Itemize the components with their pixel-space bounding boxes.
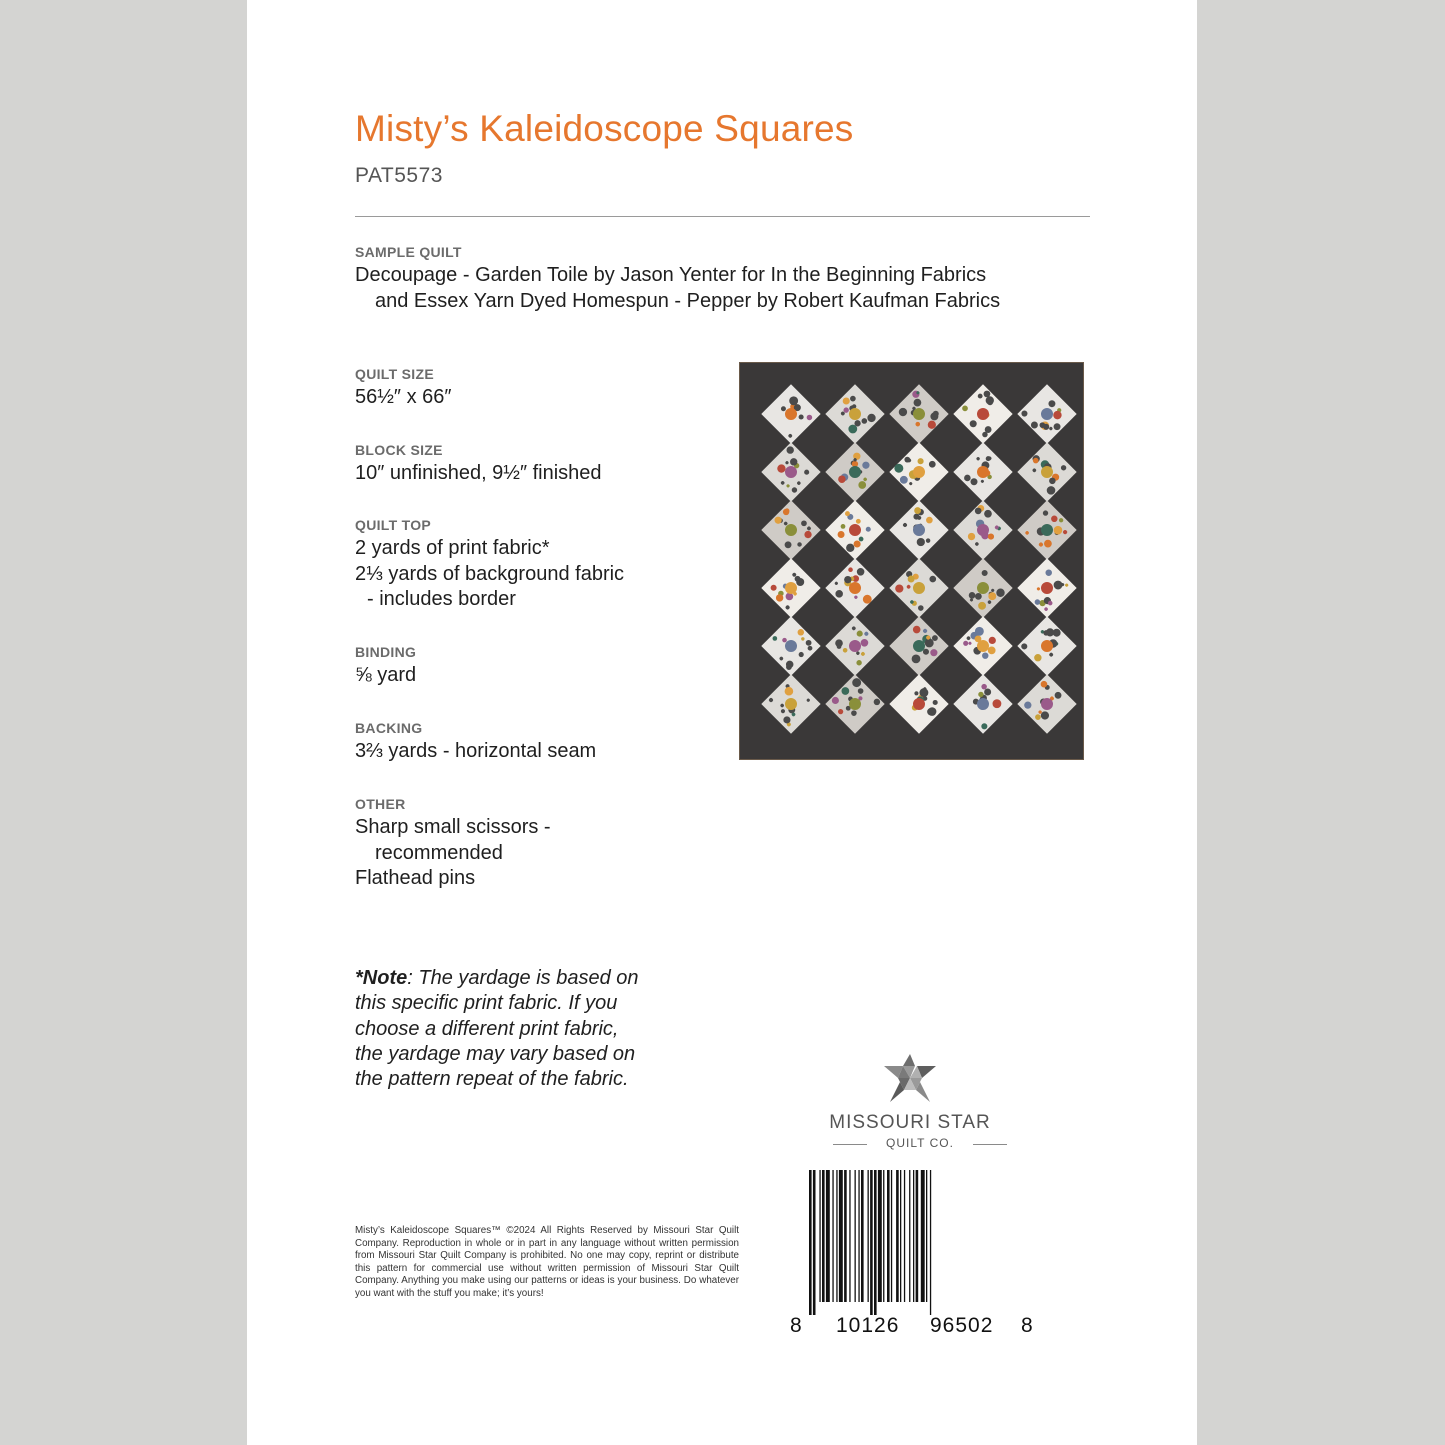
quilt-block	[761, 616, 820, 675]
barcode-bar	[913, 1170, 914, 1302]
quilt-grid	[740, 363, 1083, 759]
barcode-bar	[900, 1170, 901, 1302]
barcode-bar	[868, 1170, 869, 1302]
pattern-code: PAT5573	[355, 164, 443, 187]
page-title: Misty’s Kaleidoscope Squares	[355, 108, 854, 149]
quilt-block	[1017, 500, 1076, 559]
other-line: Sharp small scissors -	[355, 816, 551, 838]
quilt-block	[825, 674, 884, 733]
barcode-bar	[926, 1170, 927, 1302]
barcode-bar	[878, 1170, 882, 1302]
note-line: choose a different print fabric,	[355, 1017, 619, 1040]
quilt-block	[889, 500, 948, 559]
divider	[355, 216, 1090, 217]
barcode-bar	[887, 1170, 890, 1302]
backing-label: BACKING	[355, 720, 423, 736]
quilt-block	[1017, 384, 1076, 443]
quilt-block	[889, 558, 948, 617]
brand-subline	[833, 1136, 1007, 1152]
quilt-block	[953, 442, 1012, 501]
barcode-bar	[822, 1170, 825, 1302]
quilt-block	[825, 616, 884, 675]
binding-label: BINDING	[355, 644, 417, 660]
other-value	[355, 815, 551, 892]
barcode-bar	[861, 1170, 864, 1302]
quilt-top-line: 2⅓ yards of background fabric	[355, 562, 625, 585]
barcode-digit-right: 8	[1021, 1314, 1033, 1337]
barcode-bar	[883, 1170, 884, 1302]
block-size-value: 10″ unfinished, 9½″ finished	[355, 462, 602, 484]
quilt-size-value: 56½″ x 66″	[355, 386, 452, 408]
barcode-bar	[849, 1170, 850, 1302]
quilt-block	[1017, 674, 1076, 733]
barcode-group-1: 10126	[836, 1314, 900, 1337]
barcode-bar	[819, 1170, 820, 1302]
quilt-block	[825, 384, 884, 443]
barcode-bar	[826, 1170, 830, 1302]
barcode-bar	[904, 1170, 905, 1302]
barcode-bar	[874, 1170, 877, 1315]
sample-quilt-value	[355, 263, 1000, 314]
quilt-size-label: QUILT SIZE	[355, 366, 434, 382]
quilt-block	[889, 442, 949, 502]
barcode-bar	[870, 1170, 873, 1315]
quilt-block	[953, 558, 1012, 617]
barcode-bar	[844, 1170, 847, 1302]
quilt-block	[1017, 616, 1076, 675]
barcode-bar	[891, 1170, 892, 1302]
quilt-block	[825, 558, 884, 617]
other-line: Flathead pins	[355, 867, 476, 889]
note-line: the pattern repeat of the fabric.	[355, 1068, 629, 1091]
barcode-bar	[896, 1170, 899, 1302]
barcode-bar	[813, 1170, 816, 1315]
barcode-bar	[809, 1170, 812, 1315]
note-line: this specific print fabric. If you	[355, 992, 618, 1015]
barcode-group-2: 96502	[930, 1314, 994, 1337]
sample-quilt-line: and Essex Yarn Dyed Homespun - Pepper by Robert Kaufman Fabrics	[375, 289, 1001, 312]
barcode-bar	[930, 1170, 931, 1315]
backing-value: 3⅔ yards - horizontal seam	[355, 740, 597, 762]
barcode-bar	[858, 1170, 859, 1302]
barcode-bar	[921, 1170, 925, 1302]
barcode-graphic	[807, 1170, 1022, 1315]
quilt-block	[889, 384, 948, 443]
sample-quilt-label: SAMPLE QUILT	[355, 244, 462, 260]
quilt-block	[889, 616, 948, 675]
quilt-block	[953, 674, 1012, 733]
quilt-block	[761, 442, 820, 501]
quilt-block	[761, 674, 820, 733]
quilt-block	[825, 442, 884, 501]
quilt-photo	[740, 363, 1083, 759]
barcode-bar	[909, 1170, 910, 1302]
brand-sub: QUILT CO.	[886, 1136, 954, 1150]
quilt-block	[1017, 558, 1076, 617]
note-line: : The yardage is based on	[407, 967, 639, 989]
block-size-label: BLOCK SIZE	[355, 442, 443, 458]
pattern-back-cover	[247, 0, 1197, 1445]
barcode-digit-left: 8	[790, 1314, 802, 1337]
barcode-bar	[836, 1170, 837, 1302]
quilt-top-value	[355, 536, 624, 613]
quilt-block	[761, 384, 820, 443]
other-label: OTHER	[355, 796, 406, 812]
quilt-block	[1017, 442, 1076, 501]
brand-rule-right	[973, 1144, 1007, 1145]
barcode-bar	[916, 1170, 919, 1302]
quilt-top-line: - includes border	[367, 588, 516, 610]
quilt-block	[953, 616, 1012, 675]
barcode-bar	[832, 1170, 833, 1302]
barcode-bar	[855, 1170, 856, 1302]
quilt-block	[761, 558, 820, 617]
quilt-block	[953, 384, 1012, 443]
quilt-block	[889, 674, 948, 733]
quilt-block	[953, 500, 1012, 559]
star-logo-icon	[810, 1052, 1010, 1111]
note-label: *Note	[355, 967, 408, 989]
barcode-bar	[839, 1170, 843, 1302]
brand-name: MISSOURI STAR	[829, 1112, 991, 1133]
yardage-note	[355, 966, 639, 1092]
other-line: recommended	[375, 841, 503, 864]
quilt-block	[825, 500, 884, 559]
binding-value: ⅝ yard	[355, 664, 417, 686]
sample-quilt-line: Decoupage - Garden Toile by Jason Yenter for In the Beginning Fabrics	[355, 264, 987, 286]
quilt-top-line: 2 yards of print fabric*	[355, 537, 550, 559]
quilt-block	[761, 500, 820, 559]
copyright-text: Misty’s Kaleidoscope Squares™ ©2024 All Rights Reserved by Missouri Star Quilt Company. Reproduction in whole or in part in any language without written permission from Missouri Star Quilt Company is prohibited. No one may copy, reprint or distribute this pattern for commercial use without written permission of Missouri Star Quilt Company. Anything you make using our patterns or ideas is your business. Do whatever you want with the stuff you make; it’s yours!	[355, 1225, 739, 1299]
quilt-top-label: QUILT TOP	[355, 517, 432, 533]
note-line: the yardage may vary based on	[355, 1042, 636, 1065]
